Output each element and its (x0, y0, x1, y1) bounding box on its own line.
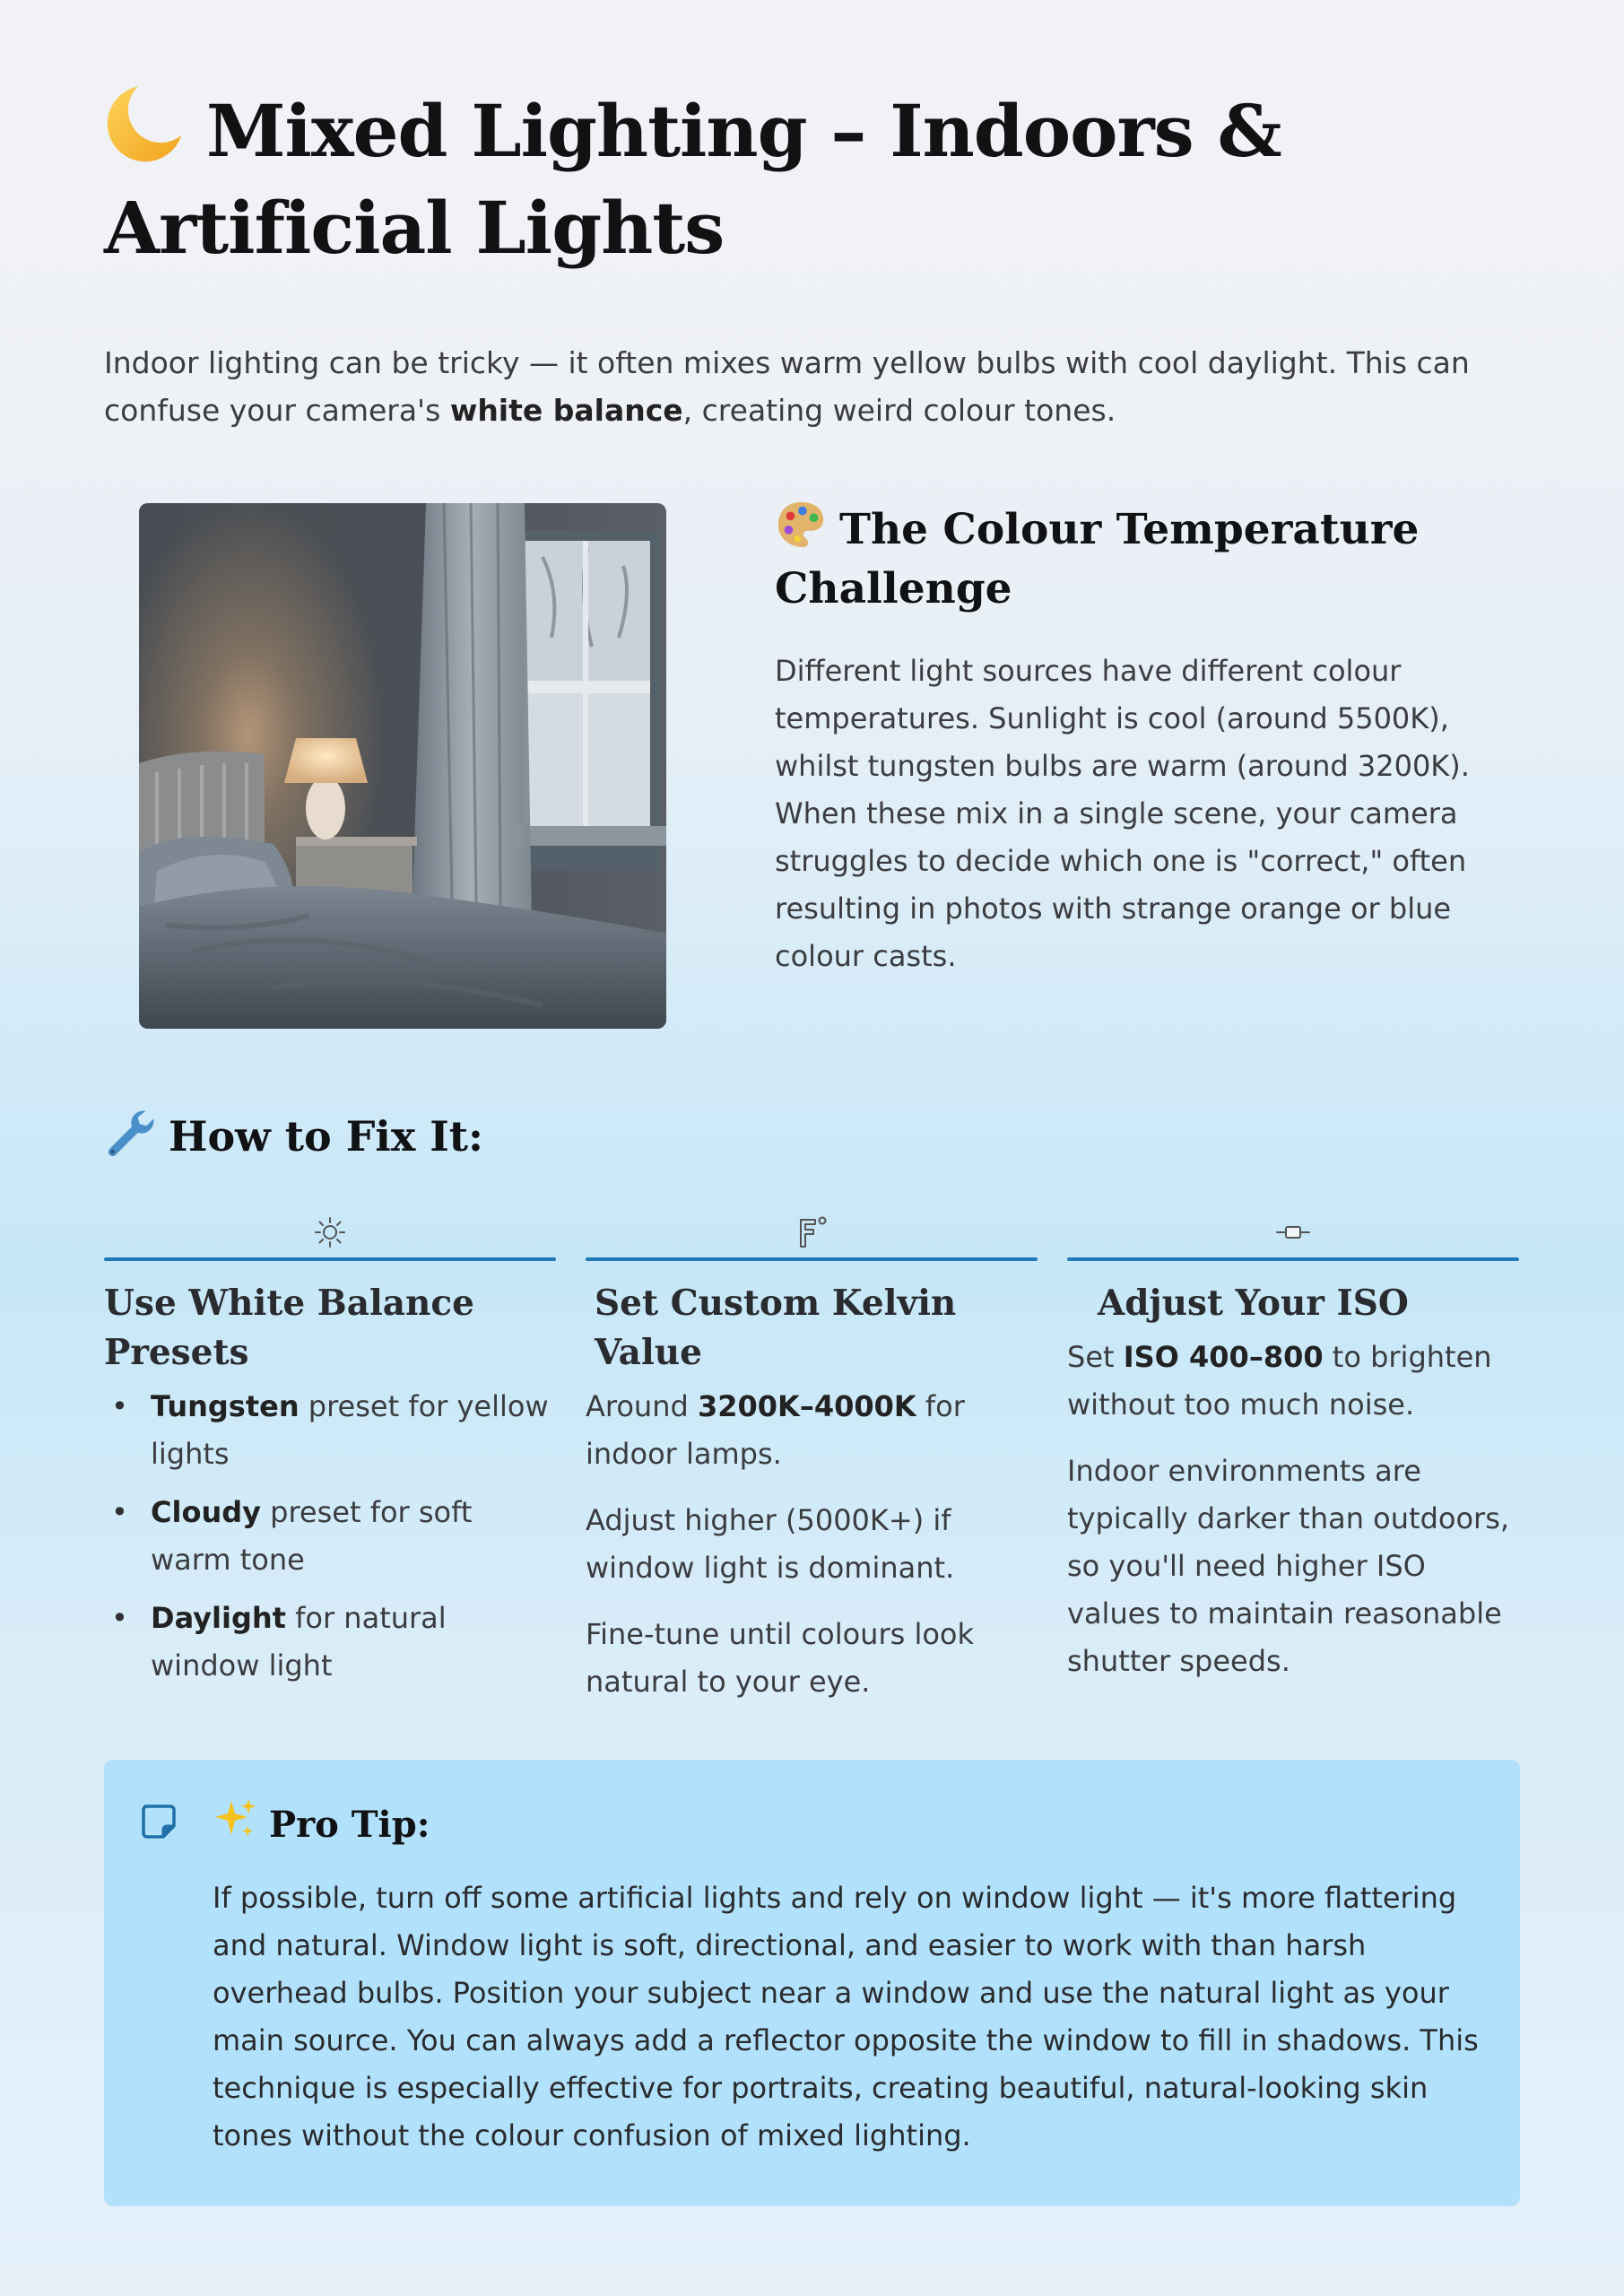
fix-heading-text: How to Fix It: (169, 1112, 484, 1161)
intro-bold-term: white balance (449, 393, 683, 428)
artist-palette-icon (775, 499, 827, 551)
column-title: Set Custom Kelvin Value (595, 1283, 957, 1373)
list-item-bold: Daylight (151, 1601, 286, 1635)
intro-text-end: , creating weird colour tones. (682, 393, 1116, 428)
intro-paragraph (104, 339, 1530, 434)
column-icon-wrap (586, 1207, 1038, 1257)
challenge-text: Different light sources have different colour temperatures. Sunlight is cool (around 5500K), whilst tungsten bulbs are warm (around 3200K). When these mix in a single scene, your camera struggles to decide which one is "correct," often resulting in photos with strange orange or blue colour casts. (775, 654, 1470, 973)
column-paragraph: Adjust higher (5000K+) if window light is dominant. (586, 1503, 955, 1585)
wrench-icon (104, 1106, 156, 1158)
list-item-text: preset for soft warm tone (151, 1495, 473, 1577)
column-divider (104, 1257, 556, 1261)
list-item-bold: Tungsten (151, 1389, 300, 1423)
paragraph-text: Around (586, 1389, 698, 1423)
preset-list (104, 1383, 556, 1690)
pro-tip-heading-text: Pro Tip: (269, 1804, 430, 1846)
sticky-note-icon (140, 1803, 178, 1840)
column-icon-wrap (1067, 1207, 1519, 1257)
column-paragraph (1067, 1334, 1519, 1429)
list-item-text: preset for yellow lights (151, 1389, 549, 1471)
paragraph-bold: 3200K–4000K (697, 1389, 916, 1423)
fix-column-kelvin (586, 1207, 1038, 1725)
page-title-text: Mixed Lighting – Indoors & Artificial Lights (104, 89, 1281, 270)
column-title: Use White Balance Presets (104, 1283, 474, 1373)
column-paragraph: Indoor environments are typically darker than outdoors, so you'll need higher ISO values to maintain reasonable shutter speeds. (1067, 1454, 1510, 1678)
intro-text: Indoor lighting can be tricky — it often mixes warm yellow bulbs with cool daylight. This can confuse your camera's (104, 345, 1470, 428)
list-item (104, 1383, 556, 1478)
list-item-bold: Cloudy (151, 1495, 261, 1529)
pro-tip-heading (212, 1796, 430, 1850)
fix-column-iso (1067, 1207, 1519, 1704)
paragraph-text: for indoor lamps. (586, 1389, 965, 1471)
pro-tip-box (104, 1760, 1520, 2206)
crescent-moon-icon (104, 79, 190, 165)
list-item (104, 1595, 556, 1690)
column-divider (586, 1257, 1038, 1261)
column-paragraph: Fine-tune until colours look natural to your eye. (586, 1617, 975, 1699)
challenge-heading (775, 499, 1546, 619)
fix-column-presets (104, 1207, 556, 1700)
sparkles-icon (212, 1796, 258, 1842)
column-icon-wrap (104, 1207, 556, 1257)
column-title: Adjust Your ISO (1098, 1283, 1409, 1324)
pro-tip-text: If possible, turn off some artificial lights and rely on window light — it's more flattering and natural. Window light is soft, directional, and easier to work with than harsh overhead bulbs. Position your subject near a window and use the natural light as your main source. You can always add a reflector opposite the window to fill in shadows. This technique is especially effective for portraits, creating beautiful, natural-looking skin tones without the colour confusion of mixed lighting. (213, 1881, 1479, 2152)
sun-icon (314, 1216, 346, 1248)
challenge-heading-text: The Colour Temperature Challenge (775, 505, 1420, 613)
column-divider (1067, 1257, 1519, 1261)
page-title (104, 79, 1449, 276)
paragraph-text: Set (1067, 1340, 1124, 1374)
bedroom-photo (139, 503, 666, 1029)
list-item (104, 1489, 556, 1584)
paragraph-bold: ISO 400–800 (1123, 1340, 1324, 1374)
list-item-text: for natural window light (151, 1601, 447, 1683)
slider-icon (1275, 1222, 1311, 1243)
fix-heading (104, 1105, 483, 1168)
column-paragraph (586, 1383, 1038, 1478)
f-stop-icon (794, 1214, 829, 1250)
paragraph-text: to brighten without too much noise. (1067, 1340, 1492, 1422)
